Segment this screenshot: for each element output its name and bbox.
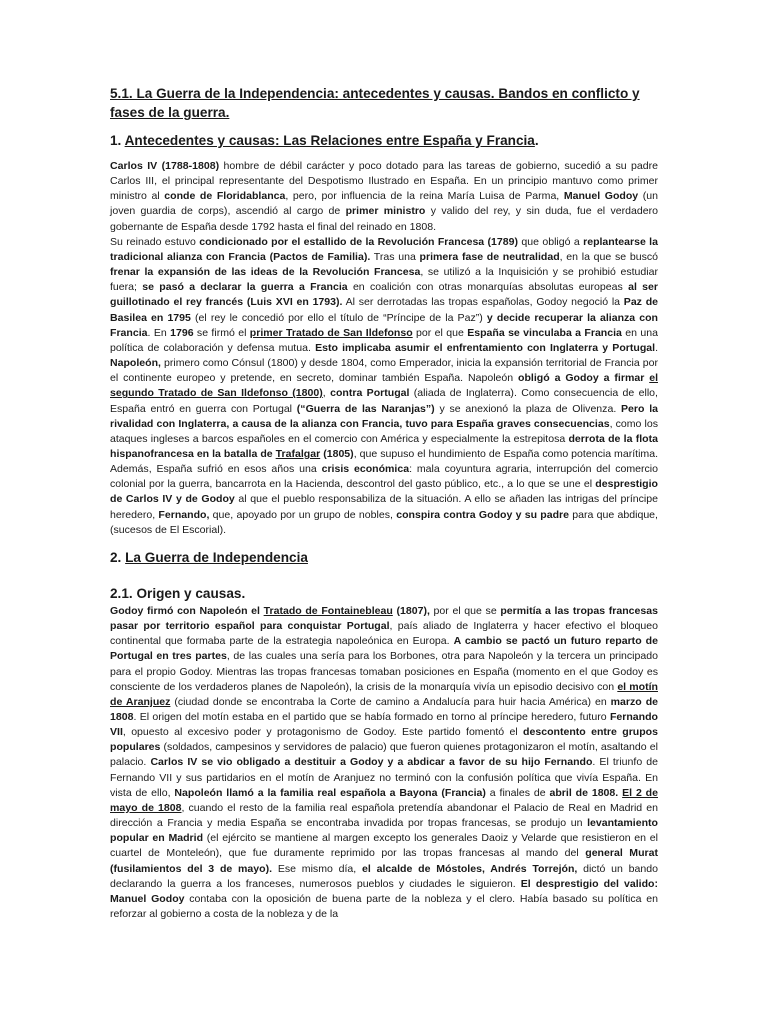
p2-run: Pero la rivalidad con Inglaterra, a causa de la alianza con Francia, tuvo para España graves consecuencias bbox=[110, 402, 658, 430]
p1-run: primer ministro bbox=[345, 205, 426, 218]
p3-run: , país aliado de Inglaterra y hacer efectivo el bloqueo continental que formaba parte de la estrategia napoleónica en Europa. bbox=[110, 620, 658, 648]
document-title: 5.1. La Guerra de la Independencia: antecedentes y causas. Bandos en conflicto y fases de la guerra. bbox=[110, 86, 640, 120]
p2-run: , en la que se buscó bbox=[559, 250, 658, 263]
section-1-number: 1. bbox=[110, 133, 125, 148]
p3-run: Tratado de Fontainebleau bbox=[263, 604, 393, 617]
p2-run: condicionado por el estallido de la Revolución Francesa (1789) bbox=[199, 235, 519, 248]
p2-run: . En bbox=[147, 326, 171, 339]
paragraph-2 bbox=[110, 235, 658, 538]
p2-run: (“Guerra de las Naranjas”) bbox=[296, 402, 435, 415]
p2-run: por el que bbox=[412, 326, 468, 339]
p2-run: obligó a Godoy a firmar bbox=[518, 372, 645, 385]
p2-run: se pasó a declarar la guerra a Francia bbox=[142, 281, 348, 294]
p3-run: a finales de bbox=[485, 786, 550, 799]
p3-run: , opuesto al excesivo poder y protagonismo de Godoy. Este partido fomentó el bbox=[122, 726, 524, 739]
p2-run: al que el pueblo responsabiliza de la situación. A ello se añaden las intrigas del príncipe heredero, bbox=[110, 493, 658, 521]
p2-run: Napoleón, bbox=[110, 357, 161, 370]
p2-run: primera fase de neutralidad bbox=[419, 250, 560, 263]
p3-run: , cuando el resto de la familia real española pretendía abandonar el Palacio de Real en Madrid en dirección a Francia y media España se encontraba invadida por tropas francesas, se produjo un bbox=[110, 801, 659, 830]
p3-run: dictó un bando declarando la guerra a los franceses, numerosos pueblos y ciudades le siguieron. bbox=[110, 862, 659, 890]
section-2-title: La Guerra de Independencia bbox=[125, 549, 308, 565]
p3-run: (el ejército se mantiene al margen excepto los generales Daoiz y Velarde que resistieron en el cuartel de Monteleón), que fue duramente reprimido por las tropas francesas al mando del bbox=[110, 832, 658, 860]
p2-run: , se utilizó a la Inquisición y se prohibió estudiar fuera; bbox=[110, 266, 658, 294]
p3-run: el motín de Aranjuez bbox=[110, 680, 658, 708]
p2-run: 1796 bbox=[170, 326, 194, 339]
p2-run: replantearse la tradicional alianza con Francia (Pactos de Familia). bbox=[110, 235, 658, 263]
section-2-heading bbox=[110, 548, 658, 567]
p2-run: , bbox=[322, 387, 331, 400]
p3-run: Carlos IV se vio obligado a destituir a Godoy y a abdicar a favor de su hijo Fernando bbox=[150, 756, 593, 769]
paragraph-1 bbox=[110, 159, 658, 235]
p3-run: Godoy firmó con Napoleón el bbox=[110, 604, 264, 617]
p3-run: abril de 1808 bbox=[549, 786, 616, 799]
p3-run: descontento entre grupos populares bbox=[110, 726, 658, 754]
p2-run: España se vinculaba a Francia bbox=[467, 326, 622, 339]
p1-run: hombre de débil carácter y poco dotado para las tareas de gobierno, sucedió a su padre Carlos III, el principal representante del Despotismo Ilustrado en España. En un principio mantuvo como primer ministro al bbox=[110, 160, 658, 203]
section-1-heading bbox=[110, 131, 658, 150]
p1-run: y valido del rey, y sin duda, fue el verdadero gobernante de España desde 1792 hasta el final del reinado en 1808. bbox=[110, 205, 658, 233]
p3-run: . El origen del motín estaba en el partido que se había formado en torno al príncipe heredero, futuro bbox=[133, 711, 610, 723]
p2-run: , como los ataques ingleses a barcos españoles en el comercio con América y especialmente la estrepitosa bbox=[110, 417, 658, 445]
p2-run: que obligó a bbox=[518, 235, 584, 248]
p3-run: . bbox=[615, 786, 623, 799]
p2-run: primero como Cónsul (1800) y desde 1804, como Emperador, inicia la expansión territorial de Francia por el continente europeo y pretende, en secreto, dominar también España. Napoleón bbox=[110, 357, 658, 385]
p2-run: el segundo Tratado de San Ildefonso (1800) bbox=[110, 372, 658, 400]
p2-run: Fernando, bbox=[158, 508, 210, 521]
p2-run: conspira contra Godoy y su padre bbox=[396, 508, 570, 521]
p1-run: conde de Floridablanca bbox=[164, 190, 286, 203]
p3-run: Fernando VII bbox=[110, 711, 658, 739]
p2-run: Al ser derrotadas las tropas españolas, Godoy negoció la bbox=[342, 296, 624, 309]
p1-run: , pero, por influencia de la reina María Luisa de Parma, bbox=[285, 190, 564, 203]
p3-run: Ese mismo día, bbox=[272, 862, 363, 875]
section-2-number: 2. bbox=[110, 549, 126, 565]
p2-run: primer Tratado de San Ildefonso bbox=[249, 326, 413, 339]
p2-run: para que abdique, (sucesos de El Escorial). bbox=[110, 508, 658, 536]
section-1-heading-end: . bbox=[534, 133, 539, 148]
p2-run: (aliada de Inglaterra). Como consecuencia de ello, España entró en guerra con Portugal bbox=[110, 387, 658, 415]
p2-run: y se anexionó la plaza de Olivenza. bbox=[434, 402, 621, 415]
p3-run: El desprestigio del valido: Manuel Godoy bbox=[110, 877, 658, 905]
p2-run: en una política de colaboración y defensa mutua. bbox=[110, 326, 658, 354]
p2-run: , que supuso el hundimiento de España como potencia marítima. Además, España sufrió en esos años una bbox=[110, 447, 659, 476]
p2-run: al ser guillotinado el rey francés (Luis XVI en 1793). bbox=[110, 281, 659, 309]
p2-run: Trafalgar bbox=[275, 447, 321, 460]
p2-run: crisis económica bbox=[321, 463, 410, 476]
p3-run: el alcalde de Móstoles, Andrés Torrejón, bbox=[362, 862, 578, 875]
p2-run: Paz de Basilea en 1795 bbox=[110, 296, 659, 324]
p3-run: permitía a las tropas francesas pasar por territorio español para conquistar Portugal bbox=[110, 604, 659, 633]
p2-run: frenar la expansión de las ideas de la Revolución Francesa bbox=[110, 266, 421, 279]
p3-run: levantamiento popular en Madrid bbox=[110, 817, 658, 845]
p3-run: (ciudad donde se encontraba la Corte de camino a Andalucía para huir hacia América) en bbox=[170, 695, 611, 708]
p2-run: desprestigio de Carlos IV y de Godoy bbox=[110, 478, 658, 506]
paragraph-3 bbox=[110, 604, 658, 922]
p3-run: . El triunfo de Fernando VII y sus partidarios en el motín de Aranjuez no terminó con la confusión política que vivía España. En vista de ello, bbox=[110, 756, 658, 799]
p3-run: marzo de 1808 bbox=[110, 695, 658, 723]
p3-run: El 2 de mayo de 1808 bbox=[110, 786, 658, 814]
p2-run: en coalición con otras monarquías absolutas europeas bbox=[347, 281, 629, 294]
p3-run: A cambio se pactó un futuro reparto de Portugal en tres partes bbox=[110, 635, 658, 663]
p3-run: general Murat (fusilamientos del 3 de mayo). bbox=[110, 847, 658, 875]
p3-run: , de las cuales una sería para los Borbones, otra para Napoleón y la tercera un principado para el propio Godoy. Mientras las tropas francesas tomaban posiciones en España (momento en el que Godoy es consciente de los verdaderos planes de Napoleón), la crisis de la monarquía vivía un episodio decisivo con bbox=[110, 650, 658, 693]
p1-run: Manuel Godoy bbox=[563, 190, 639, 203]
p3-run: Napoleón llamó a la familia real española a Bayona (Francia) bbox=[174, 786, 486, 799]
p2-run: (el rey le concedió por ello el título de “Príncipe de la Paz”) bbox=[190, 311, 487, 324]
p3-run: (1807), bbox=[392, 604, 430, 617]
p1-run: (un joven guardia de corps), ascendió al cargo de bbox=[110, 190, 658, 218]
p2-run: derrota de la flota hispanofrancesa en la batalla de bbox=[110, 432, 658, 460]
p2-run: Esto implicaba asumir el enfrentamiento con Inglaterra y Portugal bbox=[315, 341, 656, 354]
p1-run: Carlos IV (1788-1808) bbox=[110, 160, 220, 172]
p2-run: Su reinado estuvo bbox=[110, 235, 200, 248]
p2-run: que, apoyado por un grupo de nobles, bbox=[209, 508, 397, 521]
p2-run: (1805) bbox=[320, 447, 354, 460]
p3-run: por el que se bbox=[429, 604, 501, 617]
p2-run: . bbox=[655, 341, 658, 354]
p3-run: contaba con la oposición de buena parte de la nobleza y el clero. Había basado su política en reforzar al gobierno a costa de la nobleza y de la bbox=[110, 892, 659, 921]
section-2-1-heading: 2.1. Origen y causas. bbox=[110, 585, 246, 601]
p2-run: : mala coyuntura agraria, interrupción del comercio colonial por la guerra, bancarrota en la Hacienda, descontrol del gasto público, etc., a lo que se une el bbox=[110, 463, 659, 491]
section-1-title: Antecedentes y causas: Las Relaciones entre España y Francia bbox=[124, 133, 535, 148]
p2-run: y decide recuperar la alianza con Francia bbox=[110, 311, 658, 339]
p2-run: contra Portugal bbox=[330, 387, 410, 400]
p2-run: se firmó el bbox=[193, 326, 250, 339]
p2-run: Tras una bbox=[370, 250, 420, 263]
p3-run: (soldados, campesinos y servidores de palacio) que fueron quienes protagonizaron el motín, asaltando el palacio. bbox=[110, 741, 658, 769]
